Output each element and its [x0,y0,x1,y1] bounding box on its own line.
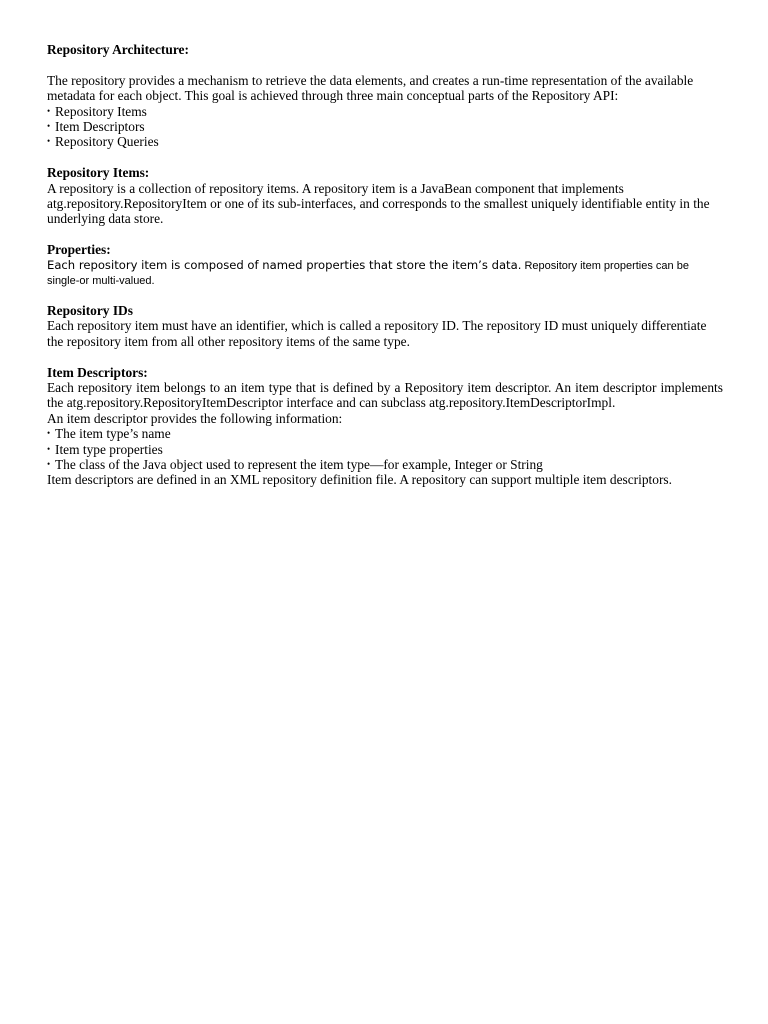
item-descriptors-body: Each repository item belongs to an item type that is defined by a Repository item descriptor. An item descriptor implements the atg.repository.RepositoryItemDescriptor interface and can subclass atg.repository.ItemDescriptorImpl. [47,380,723,411]
section-repository-ids [47,303,723,349]
list-item-text: The item type’s name [55,426,171,442]
list-item: • Repository Items [47,104,723,119]
properties-body [47,258,723,288]
heading-repository-items: Repository Items: [47,165,150,181]
repository-items-body: A repository is a collection of repository items. A repository item is a JavaBean component that implements atg.repository.RepositoryItem or one of its sub-interfaces, and corresponds to the smallest uniquely identifiable entity in the underlying data store. [47,180,710,227]
document-page [47,42,723,503]
section-architecture [47,42,723,150]
architecture-bullet-list [47,104,723,150]
list-item: • Repository Queries [47,134,723,149]
section-repository-items [47,165,723,227]
heading-item-descriptors: Item Descriptors: [47,364,148,380]
item-descriptors-bullet-list [47,426,723,472]
list-item: • Item Descriptors [47,119,723,134]
list-item-text: The class of the Java object used to represent the item type [55,457,370,473]
heading-properties: Properties: [47,242,111,258]
list-item-text: Item type properties [55,441,163,457]
heading-repository-ids: Repository IDs [47,303,133,319]
heading-architecture: Repository Architecture: [47,42,189,57]
item-descriptors-intro: An item descriptor provides the following information: [47,410,343,426]
repository-ids-body: Each repository item must have an identifier, which is called a repository ID. The repository ID must uniquely differentiate the repository item from all other repository items of the same type. [47,318,707,349]
list-item-text-tail: —for example, Integer or String [369,457,543,473]
item-descriptors-footer: Item descriptors are defined in an XML repository definition file. A repository can support multiple item descriptors. [47,472,672,488]
architecture-body: The repository provides a mechanism to retrieve the data elements, and creates a run-time representation of the available metadata for each object. This goal is achieved through three main conceptual parts of the Repository API: [47,72,694,104]
section-item-descriptors [47,365,723,488]
section-properties [47,242,723,287]
properties-body-main: Each repository item is composed of named properties that store the item’s data. [47,257,522,272]
properties-body-tail: Repository item properties can be single-or multi-valued. [47,259,689,287]
list-item [47,457,723,472]
list-item [47,426,723,441]
list-item [47,442,723,457]
